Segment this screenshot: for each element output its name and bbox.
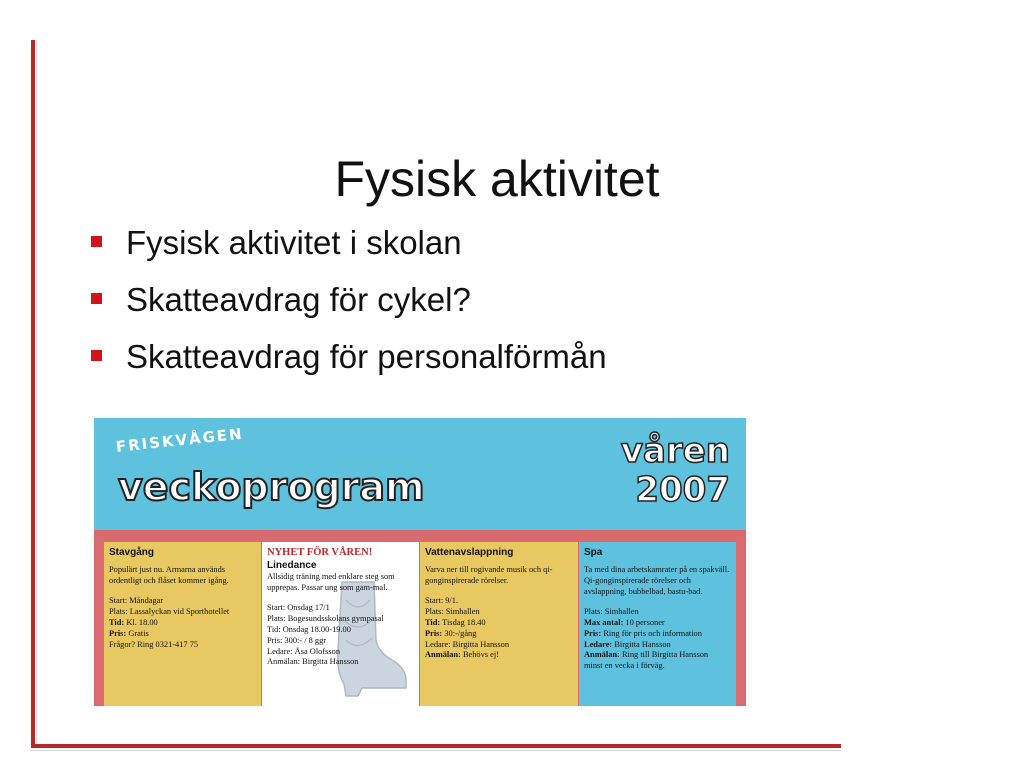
activity-column-stavgang [104, 542, 261, 706]
bullet-text: Fysisk aktivitet i skolan [126, 224, 462, 261]
activity-heading: NYHET FÖR VÅREN! [267, 547, 373, 558]
slide-title: Fysisk aktivitet [334, 151, 660, 207]
activity-heading: Spa [584, 547, 603, 558]
left-border-shadow [36, 40, 37, 746]
poster-image [94, 418, 746, 706]
bottom-border-shadow [31, 750, 841, 751]
detail-line: Max antal: 10 personer [584, 617, 665, 627]
activity-description: Populärt just nu. Armarna används ordentligt och flåset kommer igång. [109, 565, 229, 585]
detail-line: Ledare: Birgitta Hansson [425, 639, 510, 649]
activity-heading: Vattenavslappning [425, 547, 514, 558]
bullet-list [88, 214, 607, 385]
detail-line: Plats: Simhallen [425, 606, 480, 616]
bullet-square-icon [91, 293, 102, 304]
detail-line: Start: Onsdag 17/1 [267, 602, 330, 612]
activity-subheading: Linedance [267, 560, 317, 571]
activity-details [109, 596, 256, 651]
detail-line: Ledare: Åsa Olofsson [267, 646, 341, 656]
detail-line: Plats: Simhallen [584, 606, 639, 616]
activity-details [584, 607, 731, 673]
bottom-border-rule [31, 744, 841, 748]
bullet-square-icon [91, 350, 102, 361]
left-border-rule [31, 40, 35, 746]
activity-column-spa [579, 542, 736, 706]
activity-description: Varva ner till rogivande musik och qi-gonginspirerade rörelser. [425, 565, 553, 585]
activity-details [425, 596, 573, 662]
poster-season-line1: våren [620, 431, 730, 471]
detail-line: minst en vecka i förväg. [584, 661, 665, 671]
detail-line: Pris: 30:-/gång [425, 628, 477, 638]
bullet-item [88, 271, 607, 328]
poster-season-line2: 2007 [635, 470, 730, 511]
detail-line: Plats: Lassalyckan vid Sporthotellet [109, 606, 230, 616]
poster-season [621, 432, 730, 510]
poster-banner [94, 418, 746, 530]
detail-line: Ledare: Birgitta Hansson [584, 639, 671, 649]
detail-line: Plats: Bogesundsskolans gympasal [267, 613, 384, 623]
activity-column-vattenavslappning [420, 542, 578, 706]
detail-line: Frågor? Ring 0321-417 75 [109, 639, 199, 649]
activity-description: Ta med dina arbetskamrater på en spakväll. Qi-gonginspirerade rörelser och avslappning, bubbelbad, bastu-bad. [584, 565, 730, 596]
detail-line: Pris: Gratis [109, 628, 149, 638]
detail-line: Anmälan: Behövs ej! [425, 650, 499, 660]
bullet-text: Skatteavdrag för personalförmån [126, 338, 607, 375]
detail-line: Anmälan: Ring till Birgitta Hansson [584, 650, 709, 660]
poster-title: veckoprogram [118, 465, 425, 509]
bullet-item [88, 214, 607, 271]
detail-line: Tid: Tisdag 18.40 [425, 617, 486, 627]
activity-details [267, 603, 414, 669]
detail-line: Start: Måndagar [109, 595, 164, 605]
detail-line: Anmälan: Birgitta Hansson [267, 657, 359, 667]
bullet-square-icon [91, 236, 102, 247]
detail-line: Tid: Kl. 18.00 [109, 617, 158, 627]
bullet-item [88, 328, 607, 385]
activity-heading: Stavgång [109, 547, 155, 558]
activity-description: Allsidig träning med enklare steg som upprepas. Passar ung som gam-mal. [267, 572, 395, 592]
detail-line: Start: 9/1. [425, 595, 459, 605]
detail-line: Tid: Onsdag 18.00-19.00 [267, 624, 351, 634]
detail-line: Pris: Ring för pris och information [584, 628, 702, 638]
activity-column-linedance [262, 542, 419, 706]
poster-columns [104, 542, 736, 706]
poster-brand: FRISKVÅGEN [115, 424, 245, 456]
bullet-text: Skatteavdrag för cykel? [126, 281, 471, 318]
detail-line: Pris: 300:- / 8 ggr [267, 635, 327, 645]
